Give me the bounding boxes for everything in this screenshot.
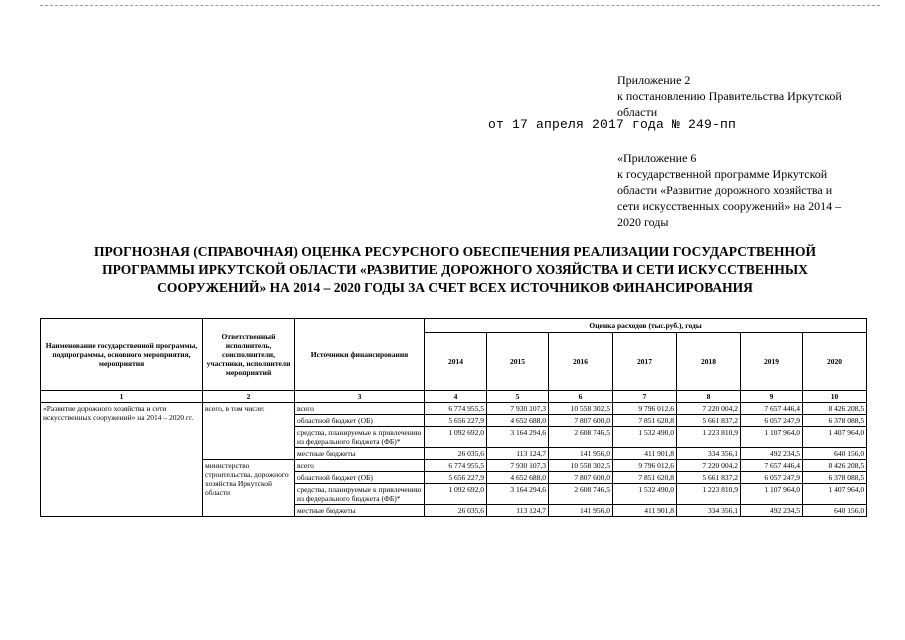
column-number: 10 [803, 391, 867, 403]
executor-cell: всего, в том числе: [203, 403, 295, 460]
source-cell: местные бюджеты [295, 505, 425, 517]
value-cell: 1 092 692,0 [425, 484, 487, 505]
value-cell: 7 807 600,0 [549, 415, 613, 427]
value-cell: 3 164 294,6 [487, 484, 549, 505]
value-cell: 7 930 107,3 [487, 460, 549, 472]
value-cell: 9 796 012,6 [613, 403, 677, 415]
title-line: ПРОГНОЗНАЯ (СПРАВОЧНАЯ) ОЦЕНКА РЕСУРСНОГО ОБЕСПЕЧЕНИЯ РЕАЛИЗАЦИИ ГОСУДАРСТВЕННОЙ [94, 244, 816, 259]
value-cell: 1 532 490,0 [613, 484, 677, 505]
source-cell: средства, планируемые к привлечению из федерального бюджета (ФБ)* [295, 484, 425, 505]
source-cell: областной бюджет (ОБ) [295, 472, 425, 484]
value-cell: 113 124,7 [487, 505, 549, 517]
value-cell: 2 608 746,5 [549, 484, 613, 505]
value-cell: 334 356,1 [677, 448, 741, 460]
table-row [41, 403, 867, 415]
value-cell: 26 035,6 [425, 505, 487, 517]
column-number: 6 [549, 391, 613, 403]
value-cell: 26 035,6 [425, 448, 487, 460]
header-year: 2018 [677, 333, 741, 391]
value-cell: 6 774 955,5 [425, 403, 487, 415]
decree-date-number: от 17 апреля 2017 года № 249-пп [488, 117, 737, 132]
column-number: 8 [677, 391, 741, 403]
column-number: 4 [425, 391, 487, 403]
value-cell: 411 901,8 [613, 448, 677, 460]
value-cell: 1 107 964,0 [741, 484, 803, 505]
value-cell: 7 807 600,0 [549, 472, 613, 484]
value-cell: 1 107 964,0 [741, 427, 803, 448]
column-number: 1 [41, 391, 203, 403]
appendix-2-line: к постановлению Правительства Иркутской [617, 89, 842, 103]
value-cell: 5 661 837,2 [677, 472, 741, 484]
header-sources: Источники финансирования [295, 319, 425, 391]
value-cell: 1 092 692,0 [425, 427, 487, 448]
appendix-6-line: «Приложение 6 [617, 151, 697, 165]
header-year: 2019 [741, 333, 803, 391]
column-number: 2 [203, 391, 295, 403]
program-name-cell: «Развитие дорожного хозяйства и сети искусственных сооружений» на 2014 – 2020 гг. [41, 403, 203, 517]
executor-cell: министерство строительства, дорожного хозяйства Иркутской области [203, 460, 295, 517]
appendix-6-line: области «Развитие дорожного хозяйства и [617, 183, 833, 197]
value-cell: 7 220 004,2 [677, 403, 741, 415]
source-cell: средства, планируемые к привлечению из федерального бюджета (ФБ)* [295, 427, 425, 448]
value-cell: 5 661 837,2 [677, 415, 741, 427]
value-cell: 7 851 620,8 [613, 472, 677, 484]
header-year: 2020 [803, 333, 867, 391]
value-cell: 4 652 688,0 [487, 415, 549, 427]
value-cell: 6 057 247,9 [741, 472, 803, 484]
value-cell: 5 656 227,9 [425, 415, 487, 427]
value-cell: 7 657 446,4 [741, 403, 803, 415]
column-number: 7 [613, 391, 677, 403]
value-cell: 5 656 227,9 [425, 472, 487, 484]
value-cell: 411 901,8 [613, 505, 677, 517]
value-cell: 640 156,0 [803, 448, 867, 460]
value-cell: 3 164 294,6 [487, 427, 549, 448]
value-cell: 8 426 208,5 [803, 403, 867, 415]
appendix-6-header [617, 150, 857, 230]
header-executor: Ответственный исполнитель, соисполнители, участники, исполнители мероприятий [203, 319, 295, 391]
value-cell: 2 608 746,5 [549, 427, 613, 448]
value-cell: 1 407 964,0 [803, 427, 867, 448]
value-cell: 6 774 955,5 [425, 460, 487, 472]
header-year: 2015 [487, 333, 549, 391]
value-cell: 10 558 302,5 [549, 460, 613, 472]
scan-top-edge [40, 5, 880, 6]
column-number: 3 [295, 391, 425, 403]
value-cell: 7 930 107,3 [487, 403, 549, 415]
header-year: 2016 [549, 333, 613, 391]
value-cell: 9 796 012,6 [613, 460, 677, 472]
appendix-6-line: сети искусственных сооружений» на 2014 – [617, 199, 842, 213]
title-line: СООРУЖЕНИЙ» НА 2014 – 2020 ГОДЫ ЗА СЧЕТ ВСЕХ ИСТОЧНИКОВ ФИНАНСИРОВАНИЯ [157, 280, 753, 295]
header-name: Наименование государственной программы, подпрограммы, основного мероприятия, мероприятия [41, 319, 203, 391]
value-cell: 6 378 088,5 [803, 472, 867, 484]
value-cell: 6 378 088,5 [803, 415, 867, 427]
value-cell: 4 652 688,0 [487, 472, 549, 484]
document-title [40, 243, 870, 297]
appendix-2-line: Приложение 2 [617, 73, 691, 87]
value-cell: 141 956,0 [549, 505, 613, 517]
appendix-6-line: 2020 годы [617, 215, 669, 229]
source-cell: областной бюджет (ОБ) [295, 415, 425, 427]
value-cell: 1 407 964,0 [803, 484, 867, 505]
value-cell: 492 234,5 [741, 448, 803, 460]
column-number: 5 [487, 391, 549, 403]
value-cell: 7 851 620,8 [613, 415, 677, 427]
value-cell: 7 220 004,2 [677, 460, 741, 472]
title-line: ПРОГРАММЫ ИРКУТСКОЙ ОБЛАСТИ «РАЗВИТИЕ ДОРОЖНОГО ХОЗЯЙСТВА И СЕТИ ИСКУССТВЕННЫХ [102, 262, 808, 277]
column-number: 9 [741, 391, 803, 403]
value-cell: 640 156,0 [803, 505, 867, 517]
header-estimate: Оценка расходов (тыс.руб.), годы [425, 319, 867, 333]
header-year: 2017 [613, 333, 677, 391]
value-cell: 10 558 302,5 [549, 403, 613, 415]
value-cell: 1 223 810,9 [677, 427, 741, 448]
source-cell: всего [295, 403, 425, 415]
value-cell: 6 057 247,9 [741, 415, 803, 427]
value-cell: 1 223 810,9 [677, 484, 741, 505]
source-cell: всего [295, 460, 425, 472]
value-cell: 334 356,1 [677, 505, 741, 517]
value-cell: 8 426 208,5 [803, 460, 867, 472]
appendix-2-line: области [617, 105, 658, 119]
value-cell: 113 124,7 [487, 448, 549, 460]
value-cell: 7 657 446,4 [741, 460, 803, 472]
appendix-6-line: к государственной программе Иркутской [617, 167, 828, 181]
appendix-2-header [617, 72, 847, 120]
value-cell: 141 956,0 [549, 448, 613, 460]
header-year: 2014 [425, 333, 487, 391]
value-cell: 492 234,5 [741, 505, 803, 517]
resource-estimate-table [40, 318, 867, 517]
value-cell: 1 532 490,0 [613, 427, 677, 448]
source-cell: местные бюджеты [295, 448, 425, 460]
